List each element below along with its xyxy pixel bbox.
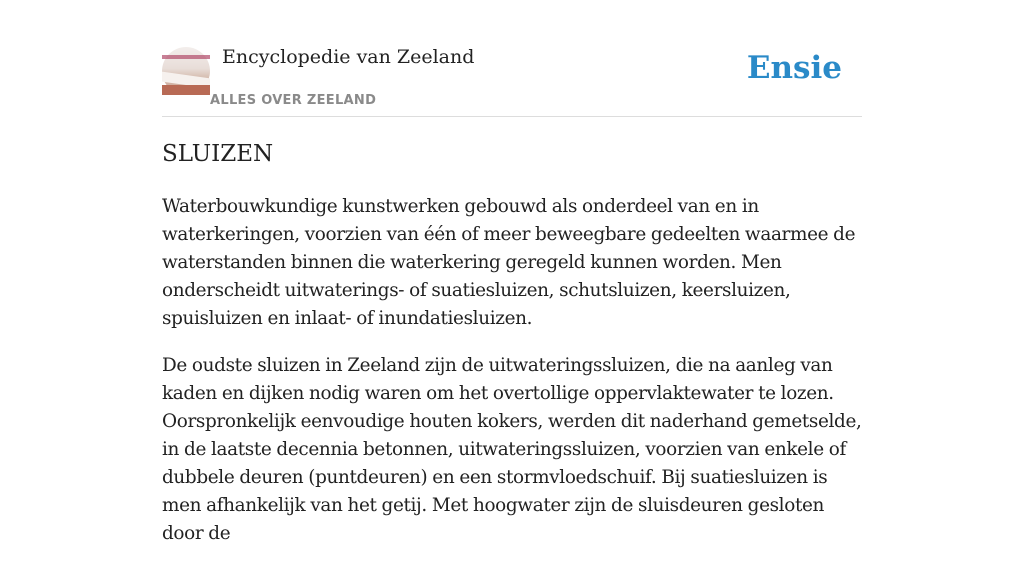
article-paragraph: Waterbouwkundige kunstwerken gebouwd als onderdeel van en in waterkeringen, voorzien van één of meer beweegbare gedeelten waarmee de waterstanden binnen die waterkering geregeld kunnen worden. Men onderscheidt uitwaterings- of suatiesluizen, schutsluizen, keersluizen, spuisluizen en inlaat- of inundatiesluizen. [162,196,856,329]
logo-detail [162,55,210,59]
page-title: SLUIZEN [162,141,274,167]
site-title[interactable]: Encyclopedie van Zeeland [222,46,475,68]
site-header [162,44,862,117]
article-paragraph: De oudste sluizen in Zeeland zijn de uitwateringssluizen, die na aanleg van kaden en dijken nodig waren om het overtollige oppervlaktewater te lozen. Oorspronkelijk eenvoudige houten kokers, werden dit naderhand gemetselde, in de laatste decennia betonnen, uitwateringssluizen, voorzien van enkele of dubbele deuren (puntdeuren) en een stormvloedschuif. Bij suatiesluizen is men afhankelijk van het getij. Met hoogwater zijn de sluisdeuren gesloten door de [162,355,862,544]
logo-detail [162,85,210,95]
site-logo[interactable] [162,47,210,95]
site-tagline: ALLES OVER ZEELAND [210,93,377,108]
brand-logo-link[interactable]: Ensie [746,50,842,86]
article [162,138,864,567]
